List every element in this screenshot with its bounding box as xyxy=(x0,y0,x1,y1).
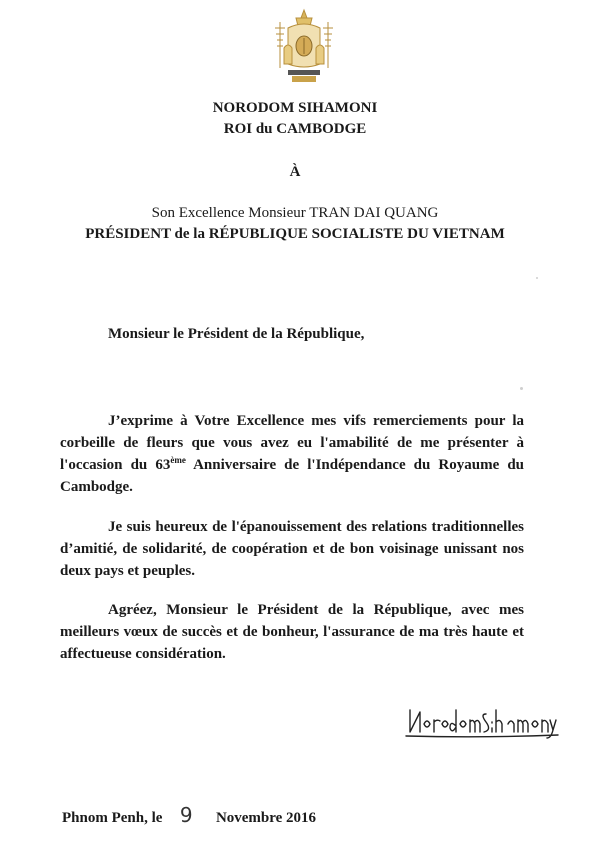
dateline-place: Phnom Penh, le xyxy=(62,810,163,826)
royal-coat-of-arms-icon xyxy=(272,8,336,88)
paragraph-relations: Je suis heureux de l'épanouissement des relations traditionnelles d’amitié, de solidarité, de coopération et de bon voisinage unissant nos deux pays et peuples. xyxy=(60,519,524,579)
recipient-name: TRAN DAI QUANG xyxy=(309,205,439,221)
to-word: À xyxy=(289,164,301,180)
salutation: Monsieur le Président de la République, xyxy=(108,326,365,342)
paragraph-closing: Agréez, Monsieur le Président de la République, avec mes meilleurs vœux de succès et de bonheur, l'assurance de ma très haute et affectueuse considération. xyxy=(60,602,524,662)
handwritten-signature xyxy=(404,702,560,742)
paragraph-thanks xyxy=(60,410,524,498)
paper-speck xyxy=(536,277,538,279)
dateline xyxy=(62,803,316,827)
recipient-honorific: Son Excellence Monsieur xyxy=(151,205,306,221)
dateline-day: 9 xyxy=(179,803,193,827)
paper-speck xyxy=(520,387,523,390)
sender-title: ROI du CAMBODGE xyxy=(223,121,367,137)
paragraph-thanks-superscript: ème xyxy=(170,455,186,465)
recipient-title: PRÉSIDENT de la RÉPUBLIQUE SOCIALISTE DU VIETNAM xyxy=(85,226,505,242)
paragraph-thanks-after: Anniversaire de l'Indépendance du Royaume du Cambodge. xyxy=(60,457,525,495)
sender-name: NORODOM SIHAMONI xyxy=(212,100,378,116)
dateline-month-year: Novembre 2016 xyxy=(215,810,317,826)
recipient-line xyxy=(0,205,590,222)
paragraph-thanks-before: J’exprime à Votre Excellence mes vifs remerciements pour la corbeille de fleurs que vous avez eu l'amabilité de me présenter à l'occasion du 63 xyxy=(60,413,524,473)
